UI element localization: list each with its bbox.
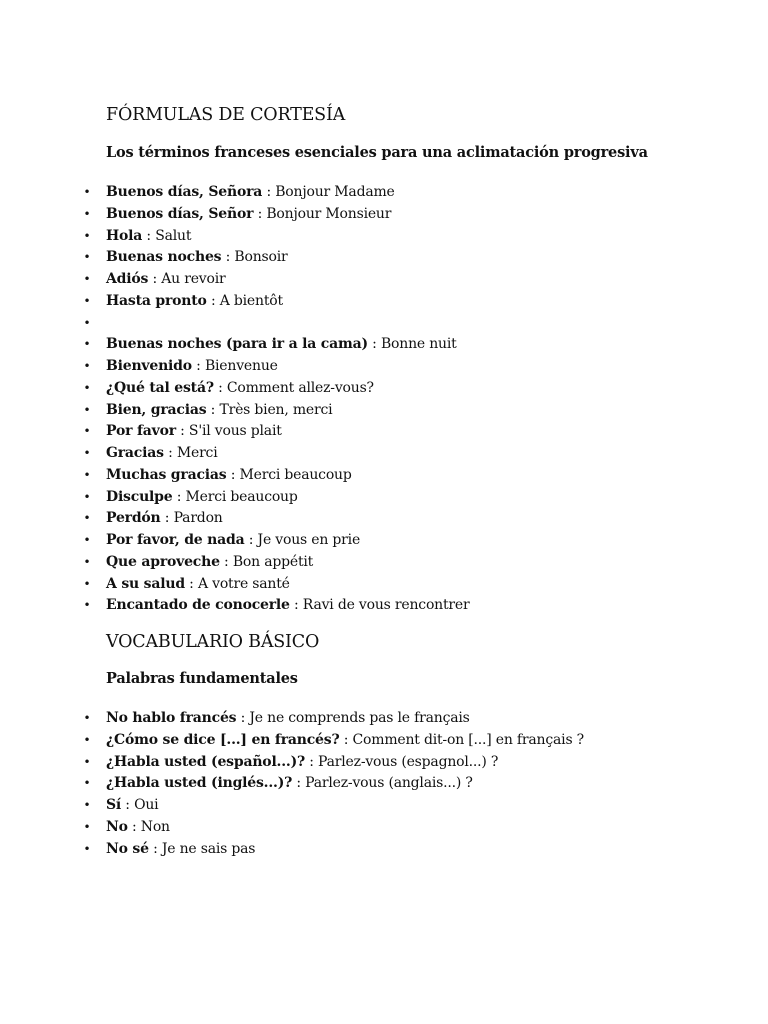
list-item: [82, 530, 726, 552]
term-spanish: Hola: [106, 227, 143, 244]
list-item: [82, 378, 726, 400]
bullet-icon: •: [83, 293, 91, 308]
term-french: Je ne comprends pas le français: [249, 710, 470, 726]
term-separator: :: [163, 445, 177, 461]
bullet-icon: •: [83, 511, 91, 526]
bullet-icon: •: [83, 798, 91, 812]
term-french: Bonsoir: [234, 249, 288, 266]
term-spanish: Gracias: [106, 445, 164, 461]
list-item: [82, 269, 726, 291]
term-spanish: Bien, gracias: [106, 401, 207, 418]
term-spanish: Buenas noches (para ir a la cama): [106, 336, 368, 353]
term-french: Parlez-vous (espagnol...) ?: [318, 753, 499, 770]
bullet-icon: •: [83, 380, 91, 395]
term-french: Merci beaucoup: [185, 488, 298, 505]
list-item: [82, 574, 726, 596]
term-separator: :: [213, 379, 227, 396]
term-separator: :: [262, 184, 276, 200]
term-french: Je ne sais pas: [161, 840, 256, 857]
term-french: Comment allez-vous?: [226, 379, 374, 396]
list-item: [82, 182, 726, 204]
term-french: Je vous en prie: [257, 532, 361, 548]
bullet-icon: •: [83, 711, 91, 725]
section-subheading: Los términos franceses esenciales para una aclimatación progresiva: [106, 144, 648, 161]
term-french: Comment dit-on [...] en français ?: [352, 731, 584, 748]
list-item: [82, 247, 726, 269]
term-separator: :: [172, 488, 186, 505]
section-heading: VOCABULARIO BÁSICO: [106, 632, 320, 652]
term-list: [82, 182, 726, 617]
term-french: Bonjour Monsieur: [266, 205, 392, 222]
list-item: [82, 291, 726, 313]
bullet-icon: •: [83, 337, 91, 352]
term-spanish: A su salud: [106, 575, 185, 592]
term-french: Non: [140, 818, 170, 835]
term-separator: :: [206, 401, 220, 418]
term-separator: :: [184, 575, 198, 592]
bullet-icon: •: [83, 598, 91, 613]
bullet-icon: •: [83, 754, 91, 769]
list-item: [82, 730, 726, 752]
term-separator: :: [142, 227, 156, 244]
bullet-icon: •: [83, 819, 91, 834]
bullet-icon: •: [83, 272, 91, 286]
term-french: Très bien, merci: [219, 401, 333, 418]
term-spanish: Por favor: [106, 423, 176, 440]
term-separator: :: [127, 818, 141, 835]
term-spanish: Disculpe: [106, 488, 173, 505]
term-spanish: ¿Habla usted (español...)?: [106, 753, 306, 770]
term-separator: :: [339, 731, 353, 748]
term-french: Oui: [134, 797, 159, 813]
term-spanish: Encantado de conocerle: [106, 597, 290, 614]
bullet-icon: •: [83, 359, 91, 373]
section-subheading: Palabras fundamentales: [106, 670, 298, 687]
bullet-icon: •: [83, 489, 91, 504]
bullet-icon: •: [83, 424, 91, 439]
bullet-icon: •: [83, 206, 91, 221]
list-item: [82, 508, 726, 530]
section-heading: FÓRMULAS DE CORTESÍA: [106, 105, 346, 125]
term-french: S'il vous plait: [188, 423, 282, 440]
term-spanish: No hablo francés: [106, 710, 237, 726]
bullet-icon: •: [83, 776, 91, 791]
term-french: Merci: [176, 445, 218, 461]
bullet-icon: •: [83, 185, 91, 199]
list-item: [82, 421, 726, 443]
list-item: [82, 204, 726, 226]
term-separator: :: [305, 753, 319, 770]
section-vocabulary: [83, 630, 726, 860]
bullet-icon: •: [83, 446, 91, 460]
term-french: Ravi de vous rencontrer: [302, 597, 470, 614]
term-separator: :: [289, 597, 303, 614]
term-spanish: Bienvenido: [106, 358, 192, 374]
term-french: Bienvenue: [204, 358, 278, 374]
list-item: [82, 552, 726, 574]
bullet-icon: •: [83, 554, 91, 569]
term-separator: :: [244, 532, 258, 548]
term-spanish: Sí: [106, 797, 122, 813]
term-french: Bonjour Madame: [275, 184, 395, 200]
list-item: [82, 313, 726, 335]
list-item: [82, 773, 726, 795]
term-spanish: No: [106, 818, 128, 835]
term-spanish: No sé: [106, 840, 149, 857]
term-french: Parlez-vous (anglais...) ?: [305, 775, 473, 792]
term-separator: :: [160, 510, 174, 527]
term-separator: :: [148, 840, 162, 857]
term-spanish: Por favor, de nada: [106, 532, 245, 548]
term-spanish: ¿Habla usted (inglés...)?: [106, 775, 293, 792]
list-item: [82, 839, 726, 861]
list-item: [82, 226, 726, 248]
term-spanish: Buenos días, Señor: [106, 205, 254, 222]
term-separator: :: [236, 710, 250, 726]
term-french: Pardon: [173, 510, 223, 527]
bullet-icon: •: [83, 533, 91, 547]
term-french: A votre santé: [197, 575, 290, 592]
term-separator: :: [121, 797, 135, 813]
term-spanish: Adiós: [106, 271, 149, 287]
term-french: Merci beaucoup: [239, 466, 352, 483]
list-item: [82, 400, 726, 422]
list-item: [82, 334, 726, 356]
term-separator: :: [206, 292, 220, 309]
bullet-icon: •: [83, 250, 91, 265]
list-item: [82, 817, 726, 839]
term-list: [82, 708, 726, 860]
term-separator: :: [253, 205, 267, 222]
list-item: [82, 487, 726, 509]
list-item: [82, 356, 726, 378]
term-spanish: Muchas gracias: [106, 466, 227, 483]
term-separator: :: [292, 775, 306, 792]
bullet-icon: •: [83, 228, 91, 243]
term-spanish: Buenos días, Señora: [106, 184, 263, 200]
bullet-icon: •: [83, 467, 91, 482]
term-separator: :: [175, 423, 189, 440]
list-item: [82, 795, 726, 817]
bullet-icon: •: [83, 841, 91, 856]
bullet-icon: •: [83, 315, 91, 330]
term-french: Au revoir: [161, 271, 226, 287]
term-separator: :: [219, 553, 233, 570]
list-item: [82, 708, 726, 730]
bullet-icon: •: [83, 402, 91, 417]
section-courtesy: [83, 103, 726, 617]
term-separator: :: [148, 271, 162, 287]
term-spanish: ¿Cómo se dice [...] en francés?: [106, 731, 340, 748]
list-item: [82, 752, 726, 774]
term-separator: :: [226, 466, 240, 483]
list-item: [82, 443, 726, 465]
term-french: Bon appétit: [232, 553, 314, 570]
term-spanish: Hasta pronto: [106, 292, 207, 309]
term-french: Bonne nuit: [380, 336, 457, 353]
term-separator: :: [191, 358, 205, 374]
term-french: Salut: [155, 227, 192, 244]
term-spanish: Perdón: [106, 510, 161, 527]
list-item: [82, 465, 726, 487]
term-french: A bientôt: [219, 292, 283, 309]
bullet-icon: •: [83, 732, 91, 747]
list-item: [82, 595, 726, 617]
term-separator: :: [221, 249, 235, 266]
term-spanish: Buenas noches: [106, 249, 222, 266]
term-spanish: ¿Qué tal está?: [106, 379, 214, 396]
term-separator: :: [367, 336, 381, 353]
bullet-icon: •: [83, 576, 91, 591]
term-spanish: Que aproveche: [106, 553, 220, 570]
